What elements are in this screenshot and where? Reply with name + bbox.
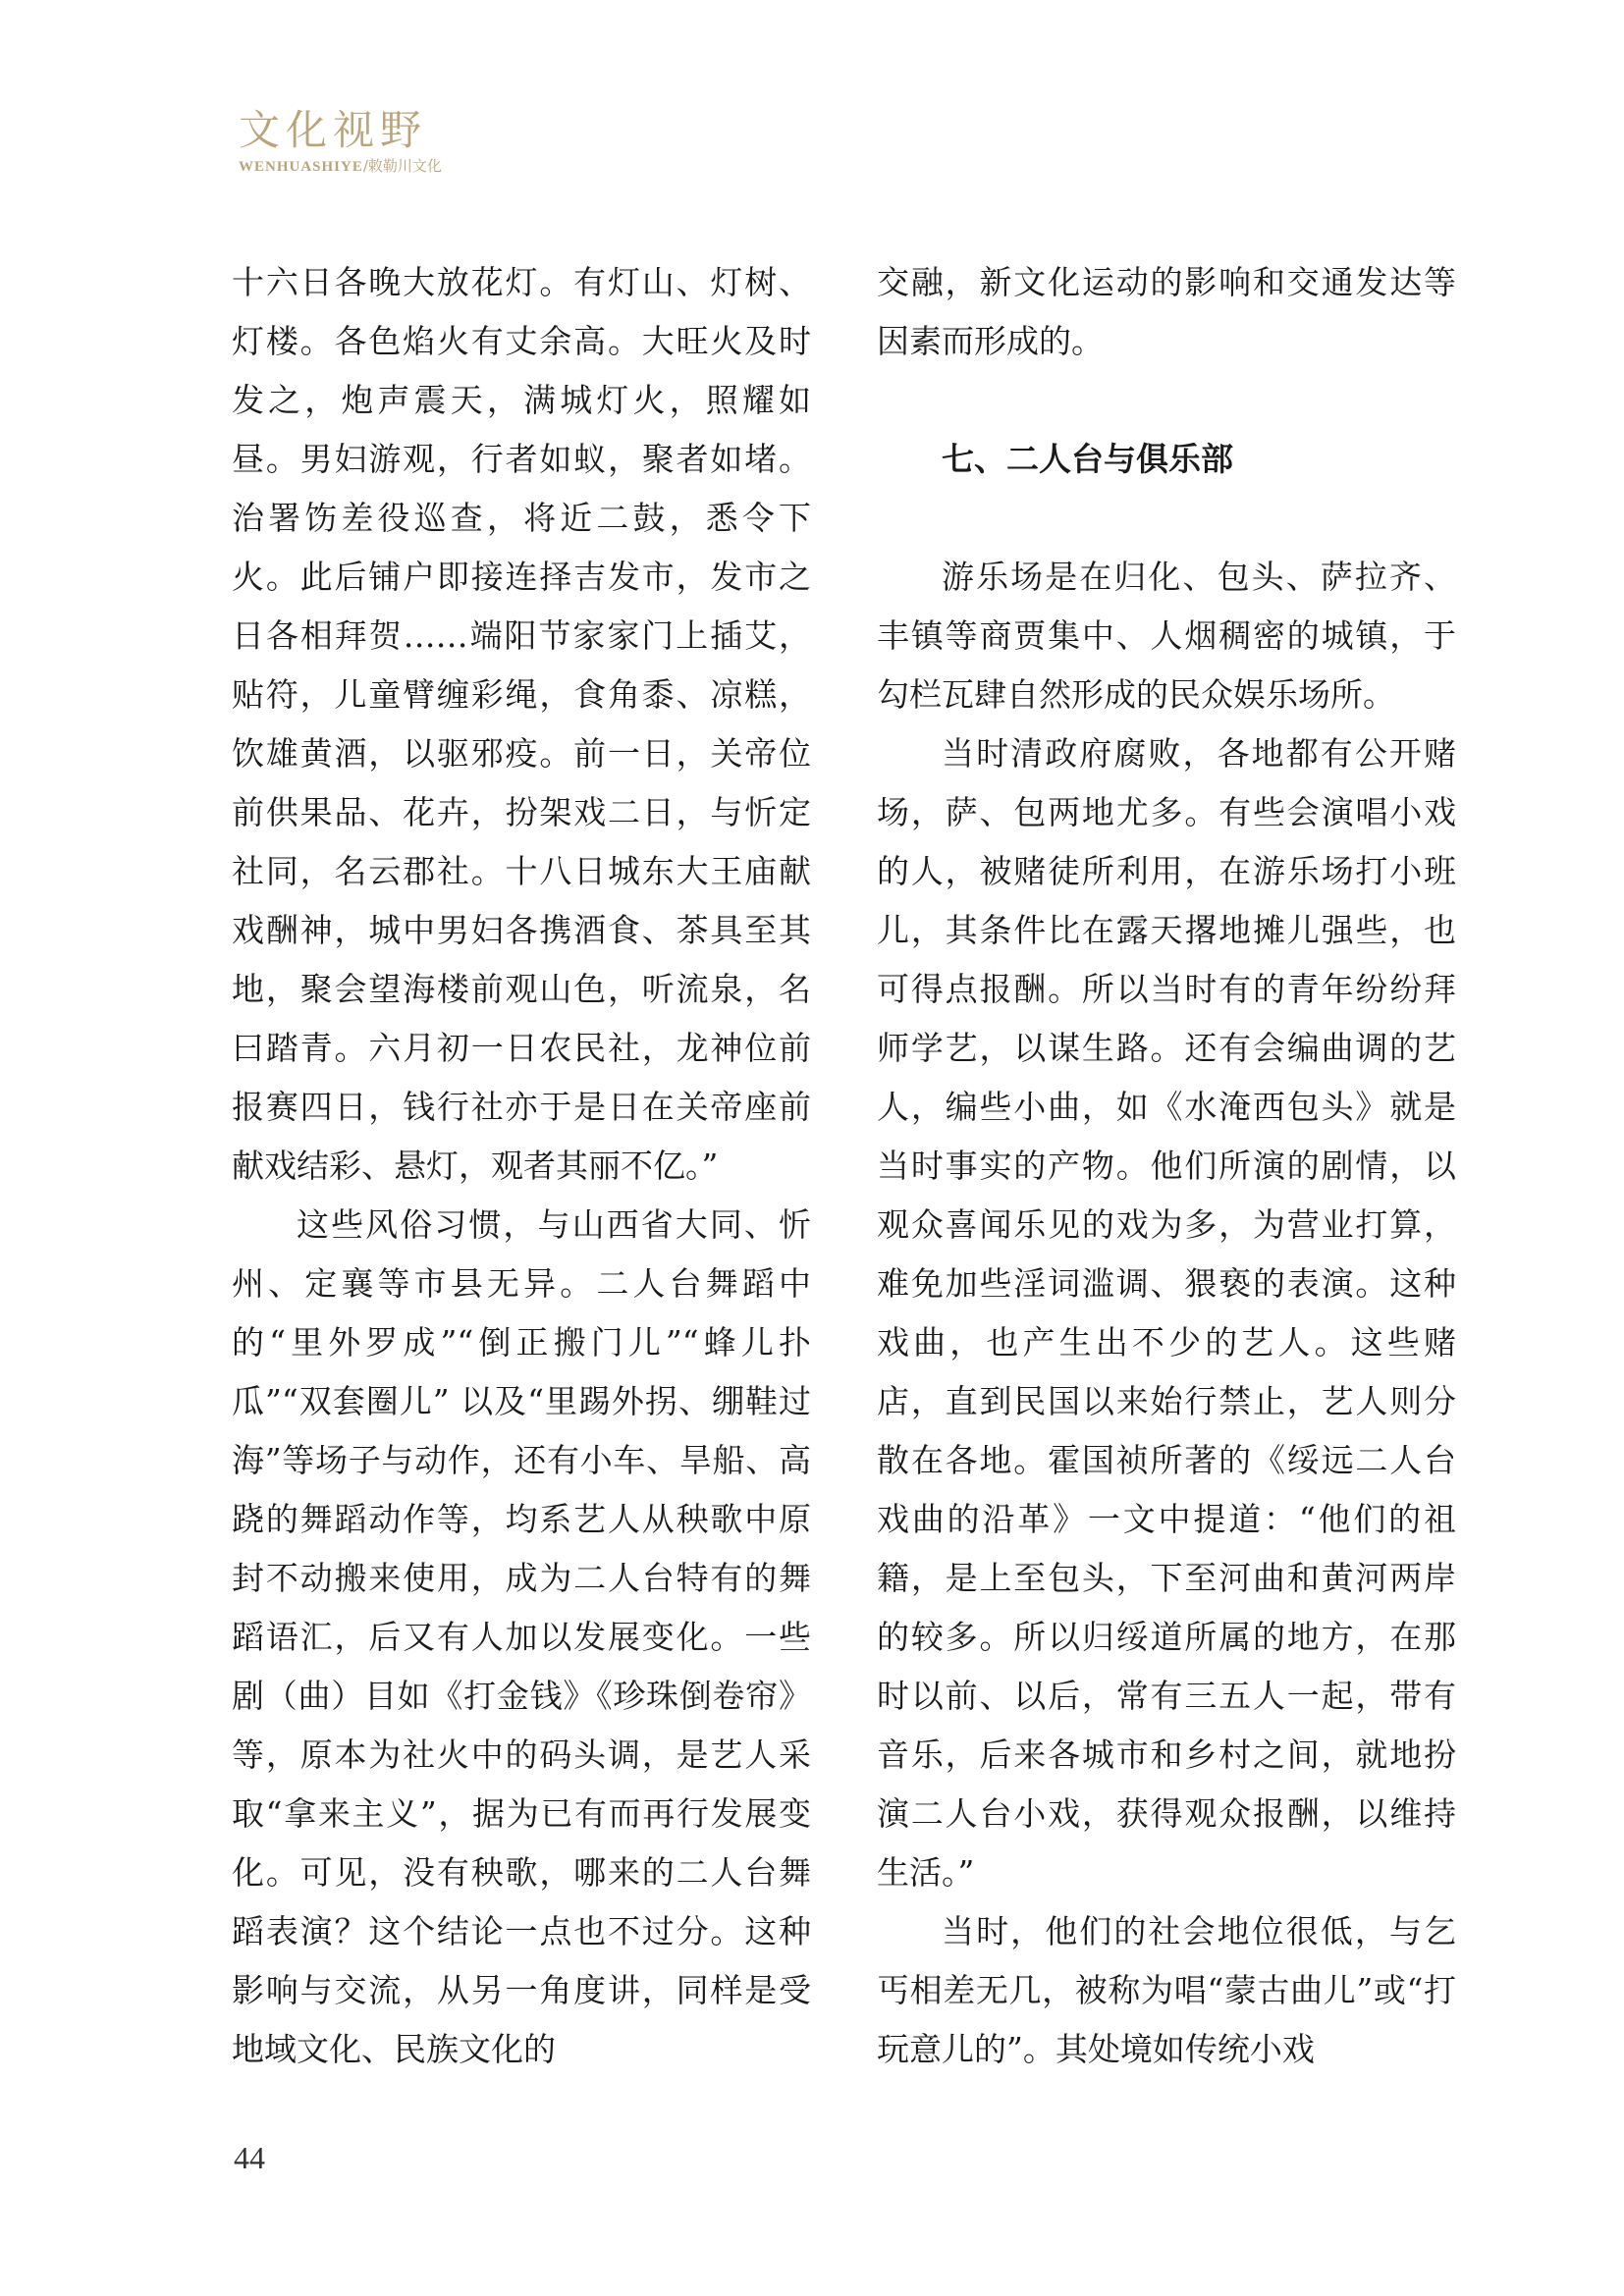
paragraph: 这些风俗习惯，与山西省大同、忻州、定襄等市县无异。二人台舞蹈中的“里外罗成”“倒正搬门儿”“蜂儿扑瓜”“双套圈儿” 以及“里踢外拐、绷鞋过海”等场子与动作，还有小车、旱船、高跷的舞蹈动作等，均系艺人从秧歌中原封不动搬来使用，成为二人台特有的舞蹈语汇，后又有人加以发展变化。一些剧（曲）目如《打金钱》《珍珠倒卷帘》等，原本为社火中的码头调，是艺人采取“拿来主义”，据为已有而再行发展变化。可见，没有秧歌，哪来的二人台舞蹈表演？这个结论一点也不过分。这种影响与交流，从另一角度讲，同样是受地域文化、民族文化的 (232, 1205, 811, 2068)
page-number: 44 (234, 2140, 265, 2175)
header-separator: / (362, 157, 368, 175)
column-name: 敕勒川文化 (367, 157, 442, 175)
paragraph: 当时，他们的社会地位很低，与乞丐相差无几，被称为唱“蒙古曲儿”或“打玩意儿的”。其处境如传统小戏 (877, 1912, 1456, 2068)
magazine-section-title: 文化视野 (239, 106, 428, 154)
section-pinyin: WENHUASHIYE (239, 159, 363, 175)
section-heading: 七、二人台与俱乐部 (942, 440, 1233, 478)
paragraph: 十六日各晚大放花灯。有灯山、灯树、灯楼。各色焰火有丈余高。大旺火及时发之，炮声震天，满城灯火，照耀如昼。男妇游观，行者如蚁，聚者如堵。治署饬差役巡查，将近二鼓，悉令下火。此后铺户即接连择吉发市，发市之日各相拜贺……端阳节家家门上插艾，贴符，儿童臂缠彩绳，食角黍、凉糕，饮雄黄酒，以驱邪疫。前一日，关帝位前供果品、花卉，扮架戏二日，与忻定社同，名云郡社。十八日城东大王庙献戏酬神，城中男妇各携酒食、茶具至其地，聚会望海楼前观山色，听流泉，名曰踏青。六月初一日农民社，龙神位前报赛四日，钱行社亦于是日在关帝座前献戏结彩、悬灯，观者其丽不亿。” (232, 263, 811, 1185)
running-header (239, 106, 442, 175)
magazine-section-subtitle (239, 159, 442, 175)
paragraph: 当时清政府腐败，各地都有公开赌场，萨、包两地尤多。有些会演唱小戏的人，被赌徒所利用，在游乐场打小班儿，其条件比在露天撂地摊儿强些，也可得点报酬。所以当时有的青年纷纷拜师学艺，以谋生路。还有会编曲调的艺人，编些小曲，如《水淹西包头》就是当时事实的产物。他们所演的剧情，以观众喜闻乐见的戏为多，为营业打算，难免加些淫词滥调、猥亵的表演。这种戏曲，也产生出不少的艺人。这些赌店，直到民国以来始行禁止，艺人则分散在各地。霍国祯所著的《绥远二人台戏曲的沿革》一文中提道：“他们的祖籍，是上至包头，下至河曲和黄河两岸的较多。所以归绥道所属的地方，在那时以前、以后，常有三五人一起，带有音乐，后来各城市和乡村之间，就地扮演二人台小戏，获得观众报酬，以维持生活。” (877, 734, 1456, 1892)
section-spacer (877, 371, 1456, 430)
paragraph-continuation: 交融，新文化运动的影响和交通发达等因素而形成的。 (877, 263, 1456, 360)
left-text-column (232, 253, 811, 2079)
right-text-column (877, 253, 1456, 2079)
section-spacer (877, 489, 1456, 548)
paragraph: 游乐场是在归化、包头、萨拉齐、丰镇等商贾集中、人烟稠密的城镇，于勾栏瓦肆自然形成的民众娱乐场所。 (877, 558, 1456, 714)
